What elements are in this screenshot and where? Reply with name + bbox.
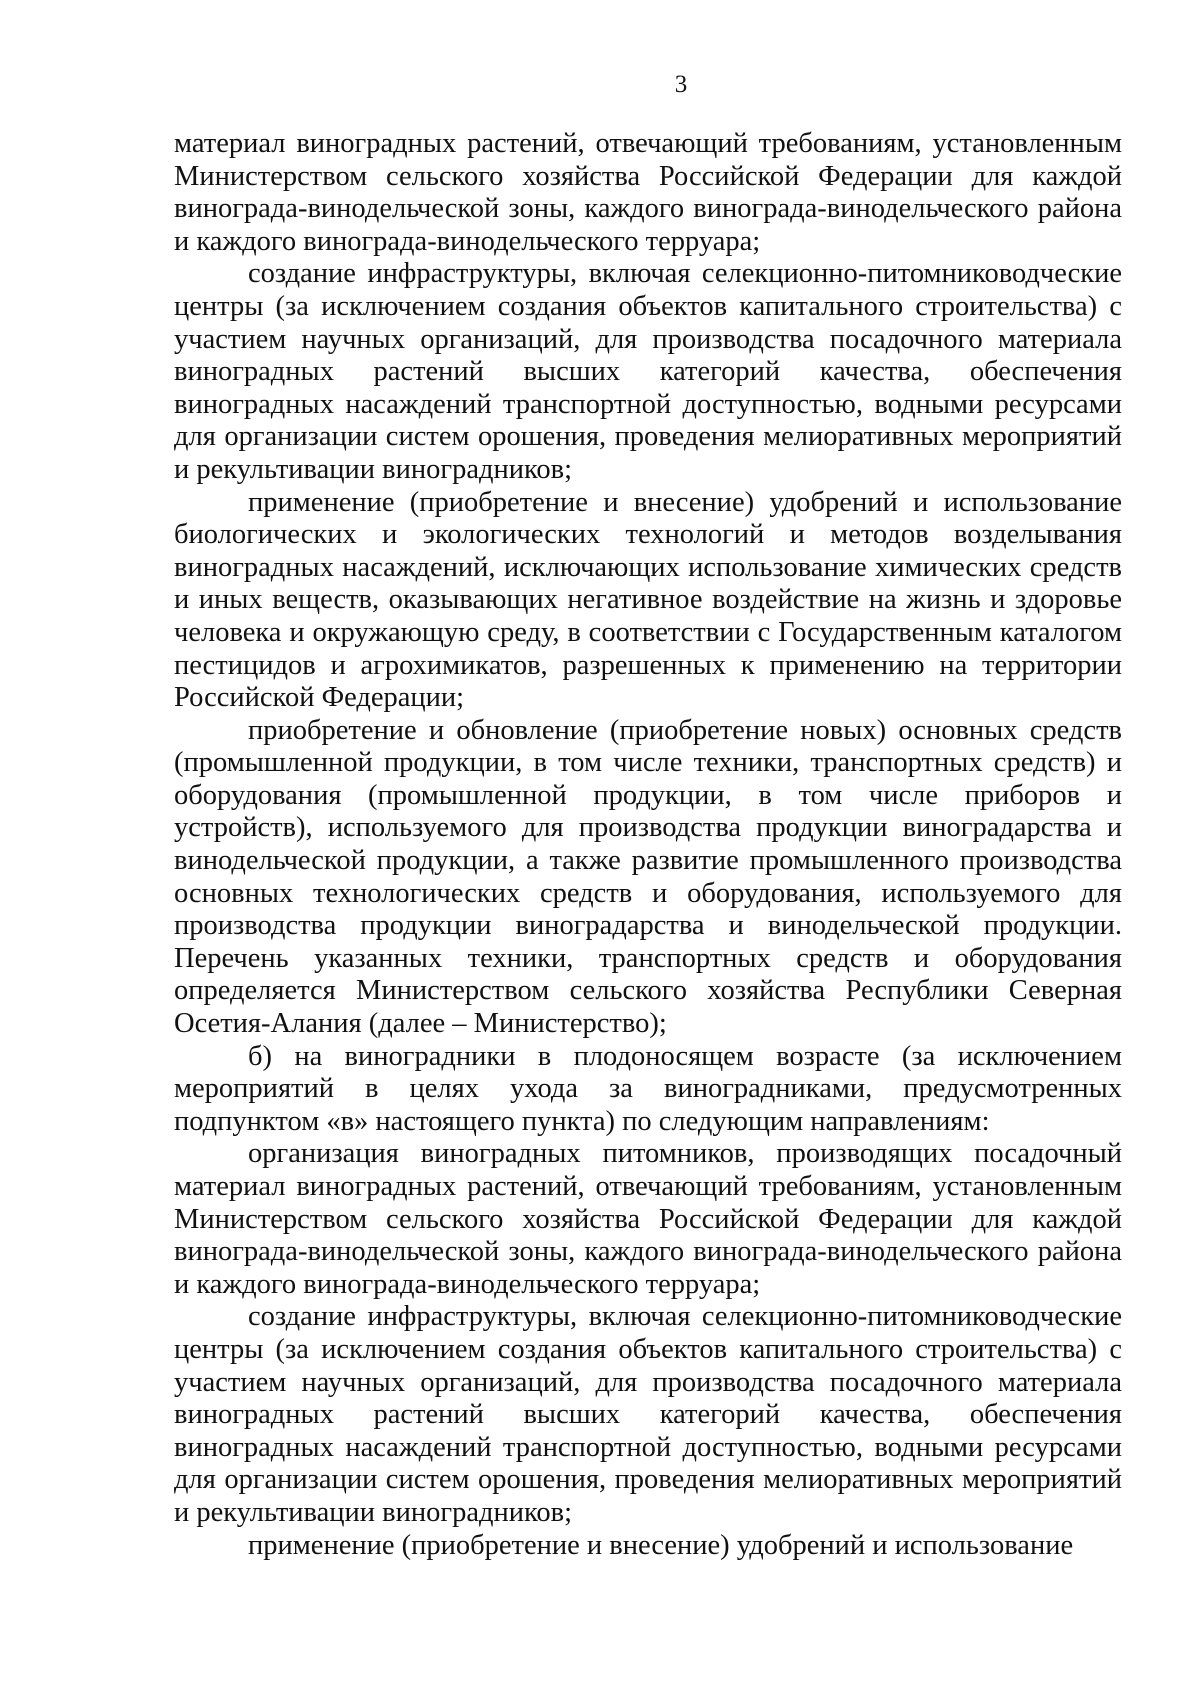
- document-body: [174, 128, 1122, 1562]
- paragraph-8: применение (приобретение и внесение) удобрений и использование: [248, 1529, 1074, 1561]
- paragraph-6: организация виноградных питомников, производящих посадочный материал виноградных растений, отвечающий требованиям, установленным Министерством сельского хозяйства Российской Федерации для каждой винограда-винодельческой зоны, каждого винограда-винодельческого района и каждого винограда-винодельческого терруара;: [174, 1138, 1122, 1300]
- paragraph-7: создание инфраструктуры, включая селекционно-питомниководческие центры (за исключением создания объектов капитального строительства) с участием научных организаций, для производства посадочного материала виноградных растений высших категорий качества, обеспечения виноградных насаждений транспортной доступностью, водными ресурсами для организации систем орошения, проведения мелиоративных мероприятий и рекультивации виноградников;: [174, 1301, 1122, 1528]
- paragraph-1: материал виноградных растений, отвечающий требованиям, установленным Министерством сельского хозяйства Российской Федерации для каждой винограда-винодельческой зоны, каждого винограда-винодельческого района и каждого винограда-винодельческого терруара;: [174, 128, 1122, 257]
- paragraph-2: создание инфраструктуры, включая селекционно-питомниководческие центры (за исключением создания объектов капитального строительства) с участием научных организаций, для производства посадочного материала виноградных растений высших категорий качества, обеспечения виноградных насаждений транспортной доступностью, водными ресурсами для организации систем орошения, проведения мелиоративных мероприятий и рекультивации виноградников;: [174, 258, 1122, 485]
- page-number: 3: [674, 71, 688, 98]
- paragraph-4: приобретение и обновление (приобретение новых) основных средств (промышленной продукции, в том числе техники, транспортных средств) и оборудования (промышленной продукции, в том числе приборов и устройств), используемого для производства продукции виноградарства и винодельческой продукции, а также развитие промышленного производства основных технологических средств и оборудования, используемого для производства продукции виноградарства и винодельческой продукции. Перечень указанных техники, транспортных средств и оборудования определяется Министерством сельского хозяйства Республики Северная Осетия-Алания (далее – Министерство);: [174, 714, 1122, 1040]
- paragraph-3: применение (приобретение и внесение) удобрений и использование биологических и экологических технологий и методов возделывания виноградных насаждений, исключающих использование химических средств и иных веществ, оказывающих негативное воздействие на жизнь и здоровье человека и окружающую среду, в соответствии с Государственным каталогом пестицидов и агрохимикатов, разрешенных к применению на территории Российской Федерации;: [174, 486, 1122, 714]
- paragraph-5: б) на виноградники в плодоносящем возрасте (за исключением мероприятий в целях ухода за виноградниками, предусмотренных подпунктом «в» настоящего пункта) по следующим направлениям:: [174, 1040, 1122, 1137]
